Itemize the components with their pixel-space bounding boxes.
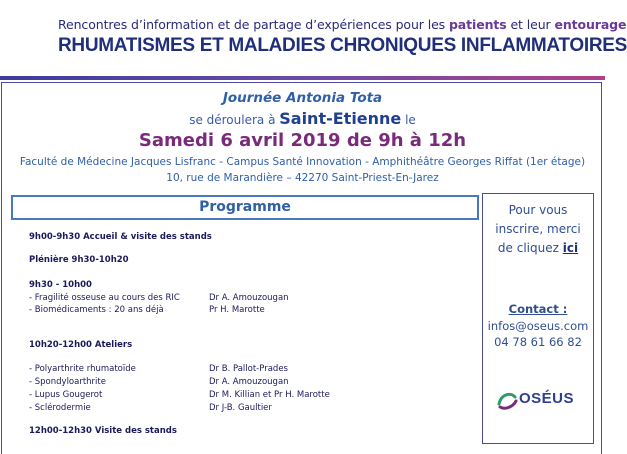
programme-ateliers-heading: 10h20-12h00 Ateliers: [29, 340, 133, 350]
programme-slot1: 9h30 - 10h00: [29, 280, 92, 290]
event-city: Saint-Etienne: [279, 109, 402, 128]
atelier-speaker: Dr B. Pallot-Prades: [209, 364, 288, 374]
event-address: 10, rue de Marandière – 42270 Saint-Priest-En-Jarez: [166, 172, 439, 184]
header-banner: [0, 0, 627, 80]
header-tagline: [58, 17, 626, 32]
talk-speaker: Dr A. Amouzougan: [209, 293, 289, 303]
location-prefix: se déroulera à: [189, 113, 280, 127]
register-link[interactable]: ici: [562, 241, 579, 255]
tagline-part: Rencontres d’information et de partage d’expériences pour les: [58, 17, 449, 32]
talk-topic: - Biomédicaments : 20 ans déjà: [29, 305, 164, 315]
atelier-topic: - Polyarthrite rhumatoïde: [29, 364, 136, 374]
talk-topic: - Fragilité osseuse au cours des RIC: [29, 293, 180, 303]
event-venue: Faculté de Médecine Jacques Lisfranc - Campus Santé Innovation - Amphithéâtre Georges Riffat (1er étage): [19, 156, 586, 168]
atelier-topic: - Spondyloarthrite: [29, 377, 106, 387]
contact-phone: 04 78 61 66 82: [494, 335, 582, 349]
register-line2: inscrire, merci: [495, 222, 581, 236]
oseus-logo: [495, 387, 583, 413]
contact-email[interactable]: infos@oseus.com: [487, 319, 589, 333]
event-title: Journée Antonia Tota: [222, 90, 383, 106]
contact-label: Contact :: [508, 302, 568, 316]
header-divider: [0, 76, 605, 80]
location-suffix: le: [401, 113, 416, 127]
programme-heading: Programme: [11, 195, 479, 220]
atelier-speaker: Dr M. Killian et Pr H. Marotte: [209, 390, 330, 400]
atelier-topic: - Lupus Gougerot: [29, 390, 103, 400]
talk-speaker: Pr H. Marotte: [209, 305, 265, 315]
programme-pleniere: Plénière 9h30-10h20: [29, 255, 129, 265]
oseus-logo-text: OSÉUS: [519, 390, 575, 407]
atelier-speaker: Dr J-B. Gaultier: [209, 403, 272, 413]
register-prefix: de cliquez: [497, 241, 563, 255]
tagline-patients: patients: [448, 17, 507, 32]
tagline-entourage: entourage: [554, 17, 627, 32]
header-title: RHUMATISMES ET MALADIES CHRONIQUES INFLAMMATOIRES: [58, 35, 627, 56]
registration-panel: [482, 193, 594, 444]
tagline-part: et leur: [506, 17, 555, 32]
register-line3: [483, 238, 593, 259]
event-location-line: [0, 109, 605, 128]
register-line1: Pour vous: [508, 203, 568, 217]
event-date: Samedi 6 avril 2019 de 9h à 12h: [138, 130, 467, 151]
oseus-logo-icon: [495, 388, 519, 412]
atelier-speaker: Dr A. Amouzougan: [209, 377, 289, 387]
programme-accueil: 9h00-9h30 Accueil & visite des stands: [29, 232, 212, 242]
atelier-topic: - Sclérodermie: [29, 403, 91, 413]
programme-fin: 12h00-12h30 Visite des stands: [29, 426, 177, 436]
